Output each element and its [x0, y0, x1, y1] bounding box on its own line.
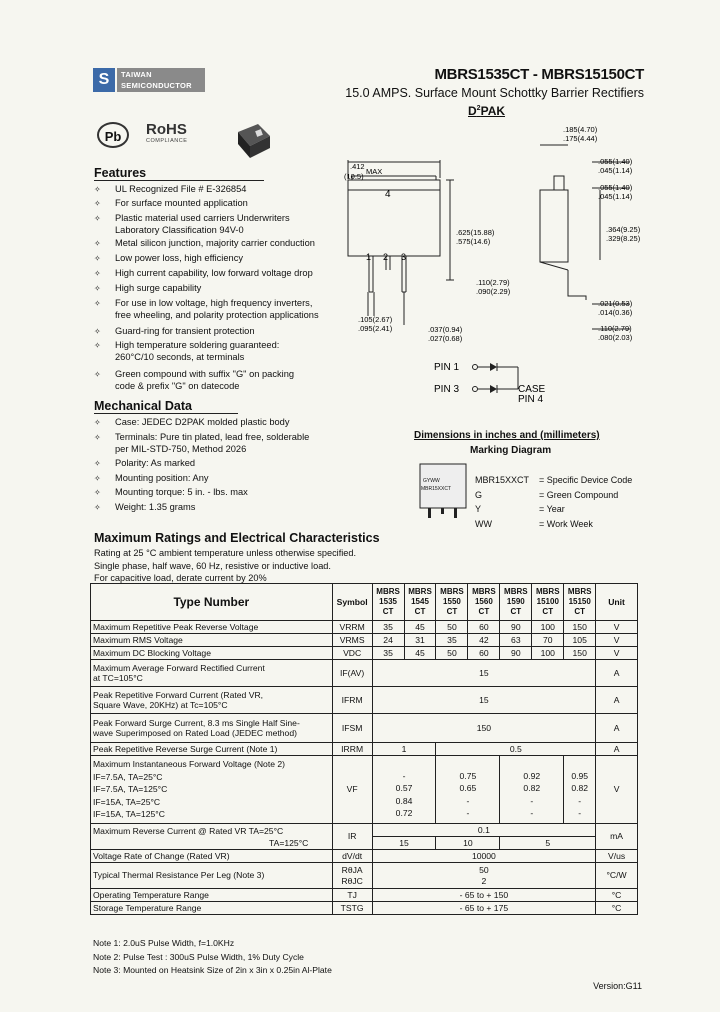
dim-105: (10.5)	[344, 172, 364, 181]
legend-value: = Year	[539, 504, 565, 514]
rohs-badge: RoHS	[146, 121, 187, 138]
table-row: Maximum Instantaneous Forward Voltage (Note 2) IF=7.5A, TA=25°C IF=7.5A, TA=125°C IF=15A, TA=25°C IF=15A, TA=125°C VF - 0.57 0.84 0.72 0.75 0.65 - - 0.92 0.82 - - 0.95 0.82 - - V	[91, 756, 638, 824]
legend-key: Y	[475, 504, 482, 514]
tab-label: 4	[385, 189, 391, 200]
dim-max: MAX	[366, 167, 383, 176]
dim-575: .575(14.6)	[456, 237, 491, 246]
table-row: Peak Repetitive Forward Current (Rated VR, Square Wave, 20KHz) at Tc=105°C IFRM 15 A	[91, 687, 638, 714]
part-header: MBRS 1560 CT	[468, 584, 500, 621]
intro-line: Rating at 25 °C ambient temperature unless otherwise specified.	[94, 548, 357, 558]
dim-364: .364(9.25)	[606, 225, 641, 234]
intro-line: Single phase, half wave, 60 Hz, resistive or inductive load.	[94, 560, 331, 571]
pin1-label: PIN 1	[434, 362, 460, 373]
bullet-icon: ✧	[94, 433, 101, 442]
package-name: $D^2PAK$	[468, 104, 506, 118]
list-item-text: For use in low voltage, high frequency inverters, free wheeling, and polarity protection applications	[115, 298, 319, 320]
list-item-text: Mounting position: Any	[115, 473, 209, 483]
bullet-icon: ✧	[94, 488, 101, 497]
mechanical-heading: Mechanical Data	[94, 399, 238, 414]
rohs-compliance: COMPLIANCE	[146, 138, 188, 144]
bullet-icon: ✧	[94, 459, 101, 468]
list-item-text: Case: JEDEC D2PAK molded plastic body	[115, 417, 290, 427]
dim-027: .027(0.68)	[428, 334, 463, 343]
dim-175: .175(4.44)	[563, 134, 598, 143]
table-row: Voltage Rate of Change (Rated VR) dV/dt 10000 V/us	[91, 850, 638, 863]
package-photo-icon	[232, 122, 272, 162]
dim-329: .329(8.25)	[606, 234, 641, 243]
bullet-icon: ✧	[94, 370, 101, 379]
dim-021: .021(0.53)	[598, 299, 633, 308]
marking-diagram-title: Marking Diagram	[470, 445, 552, 456]
table-row: Storage Temperature Range TSTG - 65 to + 175 °C	[91, 902, 638, 915]
bullet-icon: ✧	[94, 199, 101, 208]
dim-080: .080(2.03)	[598, 333, 633, 342]
part-header: MBRS 15100 CT	[532, 584, 564, 621]
list-item-text: Guard-ring for transient protection	[115, 326, 255, 336]
case-label: CASE	[518, 384, 546, 395]
list-item-text: Mounting torque: 5 in. - lbs. max	[115, 487, 248, 497]
part-header: MBRS 15150 CT	[564, 584, 596, 621]
pin-label-1: 1	[366, 252, 372, 262]
table-row: Maximum Average Forward Rectified Current at TC=105°C IF(AV) 15 A	[91, 660, 638, 687]
package-outline-drawing	[330, 120, 650, 420]
dim-105b: .105(2.67)	[358, 315, 393, 324]
pin3-label: PIN 3	[434, 384, 460, 395]
part-title: MBRS1535CT - MBRS15150CT	[434, 66, 644, 83]
list-item-text: Metal silicon junction, majority carrier conduction	[115, 238, 315, 248]
legend-key: MBR15XXCT	[475, 475, 530, 485]
bullet-icon: ✧	[94, 474, 101, 483]
list-item-text: Green compound with suffix "G" on packing code & prefix "G" on datecode	[115, 369, 295, 391]
legend-value: = Work Week	[539, 518, 593, 529]
dim-045a: .045(1.14)	[598, 166, 633, 175]
symbol-header: Symbol	[332, 584, 372, 621]
legend-value: = Green Compound	[539, 489, 619, 500]
bullet-icon: ✧	[94, 185, 101, 194]
table-row: Maximum DC Blocking Voltage VDC 35 45 50 60 90 100 150 V	[91, 647, 638, 660]
ts-logo-icon: S	[93, 68, 115, 92]
company-name-line2: SEMICONDUCTOR	[121, 81, 192, 90]
legend-key: WW	[475, 518, 492, 529]
company-name-line1: TAIWAN	[121, 70, 152, 79]
note-2: Note 2: Pulse Test : 300uS Pulse Width, 1% Duty Cycle	[93, 951, 304, 962]
marking-legend	[475, 473, 650, 531]
bullet-icon: ✧	[94, 284, 101, 293]
note-3: Note 3: Mounted on Heatsink Size of 2in x 3in x 0.25in Al-Plate	[93, 965, 332, 975]
list-item-text: High current capability, low forward voltage drop	[115, 268, 313, 278]
dim-045b: .045(1.14)	[598, 192, 633, 201]
bullet-icon: ✧	[94, 269, 101, 278]
ratings-intro	[94, 547, 356, 585]
bullet-icon: ✧	[94, 341, 101, 350]
note-1: Note 1: 2.0uS Pulse Width, f=1.0KHz	[93, 938, 235, 948]
table-row: Maximum Repetitive Peak Reverse Voltage VRRM 35 45 50 60 90 100 150 V	[91, 621, 638, 634]
part-header: MBRS 1545 CT	[404, 584, 436, 621]
list-item-text: Weight: 1.35 grams	[115, 502, 196, 512]
dim-412: .412	[350, 162, 365, 171]
dim-185: .185(4.70)	[563, 125, 598, 134]
part-header: MBRS 1535 CT	[372, 584, 404, 621]
list-item-text: Terminals: Pure tin plated, lead free, solderable per MIL-STD-750, Method 2026	[115, 432, 310, 454]
bullet-icon: ✧	[94, 254, 101, 263]
table-row: Typical Thermal Resistance Per Leg (Note 3) RθJA RθJC 50 2 °C/W	[91, 863, 638, 889]
mechanical-list	[94, 417, 344, 527]
pb-free-badge: Pb	[97, 122, 129, 148]
pin-label-2: 2	[383, 252, 389, 262]
dim-095: .095(2.41)	[358, 324, 393, 333]
dim-110: .110(2.79)	[476, 278, 510, 287]
dim-055b: .055(1.40)	[598, 183, 633, 192]
notes	[93, 937, 332, 978]
bullet-icon: ✧	[94, 503, 101, 512]
part-header: MBRS 1590 CT	[500, 584, 532, 621]
pin-label-3: 3	[401, 252, 407, 262]
list-item-text: High surge capability	[115, 283, 202, 293]
list-item-text: Plastic material used carriers Underwriters Laboratory Classification 94V-0	[115, 213, 290, 235]
part-header: MBRS 1550 CT	[436, 584, 468, 621]
type-number-header: Type Number	[91, 584, 333, 621]
dim-014: .014(0.36)	[598, 308, 633, 317]
list-item-text: High temperature soldering guaranteed: 260°C/10 seconds, at terminals	[115, 340, 280, 362]
table-row: Maximum RMS Voltage VRMS 24 31 35 42 63 70 105 V	[91, 634, 638, 647]
table-row: Operating Temperature Range TJ - 65 to + 150 °C	[91, 889, 638, 902]
marking-chip-drawing	[418, 462, 470, 526]
bullet-icon: ✧	[94, 418, 101, 427]
features-heading: Features	[94, 166, 264, 181]
bullet-icon: ✧	[94, 239, 101, 248]
bullet-icon: ✧	[94, 299, 101, 308]
dimensions-caption: Dimensions in inches and (millimeters)	[414, 430, 600, 441]
bullet-icon: ✧	[94, 214, 101, 223]
pin4-label: PIN 4	[518, 394, 544, 405]
chip-text-date: GYWW	[423, 478, 440, 484]
table-row: 15 10 5	[91, 837, 638, 850]
table-row: Peak Repetitive Reverse Surge Current (Note 1) IRRM 1 0.5 A	[91, 743, 638, 756]
legend-key: G	[475, 489, 483, 500]
table-row: Maximum Reverse Current @ Rated VR TA=25°C TA=125°C IR 0.1 mA	[91, 824, 638, 837]
features-list	[94, 184, 344, 404]
company-logo	[93, 68, 205, 92]
list-item-text: UL Recognized File # E-326854	[115, 184, 247, 194]
dim-090: .090(2.29)	[476, 287, 511, 296]
chip-text-device: MBR15XXCT	[421, 486, 452, 492]
list-item-text: Low power loss, high efficiency	[115, 253, 243, 263]
bullet-icon: ✧	[94, 327, 101, 336]
dim-625: .625(15.88)	[456, 228, 495, 237]
version-label: Version:G11	[593, 981, 642, 991]
intro-line: For capacitive load, derate current by 20%	[94, 573, 267, 583]
legend-value: = Specific Device Code	[539, 475, 633, 485]
ratings-heading: Maximum Ratings and Electrical Characteristics	[94, 531, 380, 545]
dim-110b: .110(2.79)	[598, 324, 632, 333]
dim-037: .037(0.94)	[428, 325, 463, 334]
unit-header: Unit	[596, 584, 638, 621]
ratings-table	[90, 583, 638, 915]
dim-055a: .055(1.40)	[598, 157, 633, 166]
list-item-text: Polarity: As marked	[115, 458, 196, 468]
list-item-text: For surface mounted application	[115, 198, 248, 208]
part-subtitle: 15.0 AMPS. Surface Mount Schottky Barrier Rectifiers	[345, 86, 644, 100]
table-row: Peak Forward Surge Current, 8.3 ms Single Half Sine- wave Superimposed on Rated Load (JEDEC method) IFSM 150 A	[91, 714, 638, 743]
